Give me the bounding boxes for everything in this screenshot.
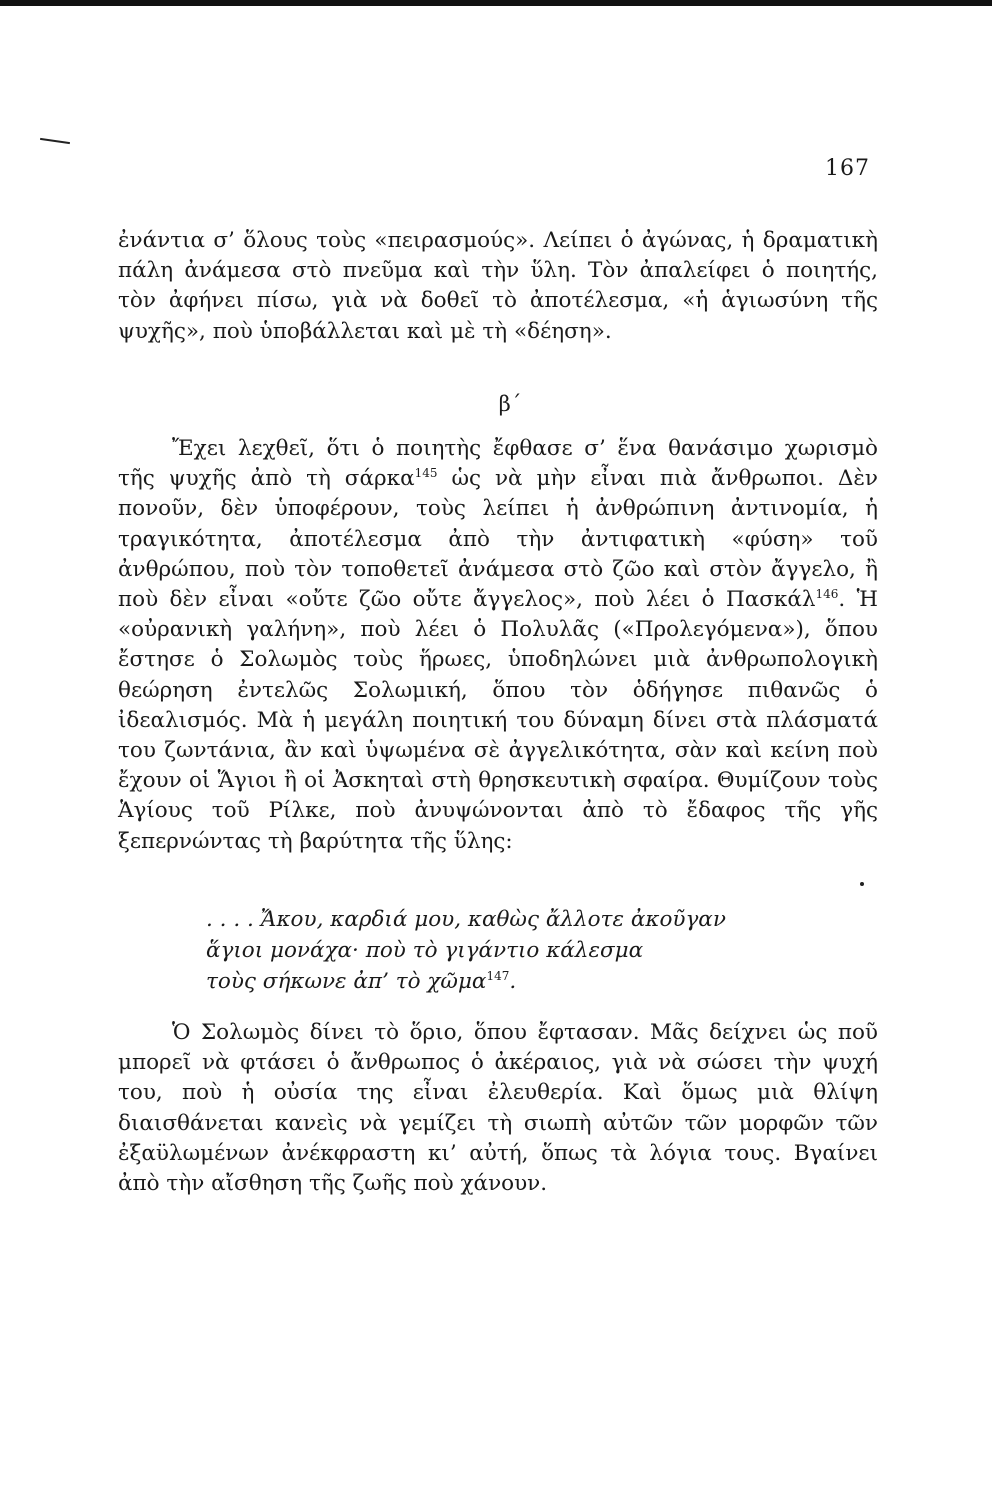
footnote-ref-147: 147 (486, 969, 510, 983)
page-number: 167 (825, 156, 870, 181)
verse-line-2: ἅγιοι μονάχα· ποὺ τὸ γιγάντιο κάλεσμα (206, 938, 644, 963)
paragraph-1 (118, 226, 878, 347)
paragraph-2-text (118, 434, 878, 857)
paragraph-2 (118, 434, 878, 857)
footnote-ref-146: 146 (815, 587, 839, 602)
verse-line-3-end: . (509, 969, 517, 994)
footnote-ref-145: 145 (414, 466, 438, 481)
verse-quotation (206, 904, 846, 997)
paragraph-3 (118, 1018, 878, 1199)
paragraph-1-text: ἐνάντια σ’ ὅλους τοὺς «πειρασμούς». Λείπει ὁ ἀγώνας, ἡ δραματικὴ πάλη ἀνάμεσα στὸ πνεῦμα καὶ τὴν ὕλη. Τὸν ἀπαλείφει ὁ ποιητής, τὸν ἀφήνει πίσω, γιὰ νὰ δοθεῖ τὸ ἀποτέλεσμα, «ἡ ἁγιωσύνη τῆς ψυχῆς», ποὺ ὑποβάλλεται καὶ μὲ τὴ «δέηση». (118, 228, 878, 344)
scan-top-border (0, 0, 992, 6)
verse-line-3-text: τοὺς σήκωνε ἀπ’ τὸ χῶμα (206, 969, 487, 994)
verse-line-1: . . . . Ἄκου, καρδιά μου, καθὼς ἄλλοτε ἀκοῦγαν (206, 907, 726, 932)
margin-dot (860, 882, 864, 886)
margin-mark (40, 138, 70, 144)
verse-line-3 (206, 966, 846, 997)
paragraph-2-part-3: . Ἡ «οὐρανικὴ γαλήνη», ποὺ λέει ὁ Πολυλᾶς («Προλεγόμενα»), ὅπου ἔστησε ὁ Σολωμὸς τοὺς ἥρωες, ὑποδηλώνει μιὰ ἀνθρωπολογικὴ θεώρηση ἐντελῶς Σολωμική, ὅπου τὸν ὁδήγησε πιθανῶς ὁ ἰδεαλισμός. Μὰ ἡ μεγάλη ποιητική του δύναμη δίνει στὰ πλάσματά του ζωντάνια, ἂν καὶ ὑψωμένα σὲ ἀγγελικότητα, σὰν καὶ κείνη ποὺ ἔχουν οἱ Ἅγιοι ἢ οἱ Ἀσκηταὶ στὴ θρησκευτικὴ σφαίρα. Θυμίζουν τοὺς Ἁγίους τοῦ Ρίλκε, ποὺ ἀνυψώνονται ἀπὸ τὸ ἔδαφος τῆς γῆς ξεπερνώντας τὴ βαρύτητα τῆς ὕλης: (118, 587, 878, 854)
section-marker: β΄ (498, 392, 522, 416)
paragraph-3-text: Ὁ Σολωμὸς δίνει τὸ ὅριο, ὅπου ἔφτασαν. Μᾶς δείχνει ὡς ποῦ μπορεῖ νὰ φτάσει ὁ ἄνθρωπος ὁ ἀκέραιος, γιὰ νὰ σώσει τὴν ψυχή του, ποὺ ἡ οὐσία της εἶναι ἐλευθερία. Καὶ ὅμως μιὰ θλίψη διαισθάνεται κανεὶς νὰ γεμίζει τὴ σιωπὴ αὐτῶν τῶν μορφῶν τῶν ἐξαϋλωμένων ἀνέκφραστη κι’ αὐτή, ὅπως τὰ λόγια τους. Βγαίνει ἀπὸ τὴν αἴσθηση τῆς ζωῆς ποὺ χάνουν. (118, 1020, 878, 1197)
paragraph-2-part-1: Ἔχει λεχθεῖ, ὅτι ὁ ποιητὴς ἔφθασε σ’ ἕνα θανάσιμο χωρισμὸ τῆς ψυχῆς ἀπὸ τὴ σάρκα (118, 436, 878, 492)
paragraph-2-part-2: ὡς νὰ μὴν εἶναι πιὰ ἄνθρωποι. Δὲν πονοῦν, δὲν ὑποφέρουν, τοὺς λείπει ἡ ἀνθρώπινη ἀντινομία, ἡ τραγικότητα, ἀποτέλεσμα ἀπὸ τὴν ἀντιφατικὴ «φύση» τοῦ ἀνθρώπου, ποὺ τὸν τοποθετεῖ ἀνάμεσα στὸ ζῶο καὶ στὸν ἄγγελο, ἢ ποὺ δὲν εἶναι «οὔτε ζῶο οὔτε ἄγγελος», ποὺ λέει ὁ Πασκάλ (118, 466, 878, 613)
